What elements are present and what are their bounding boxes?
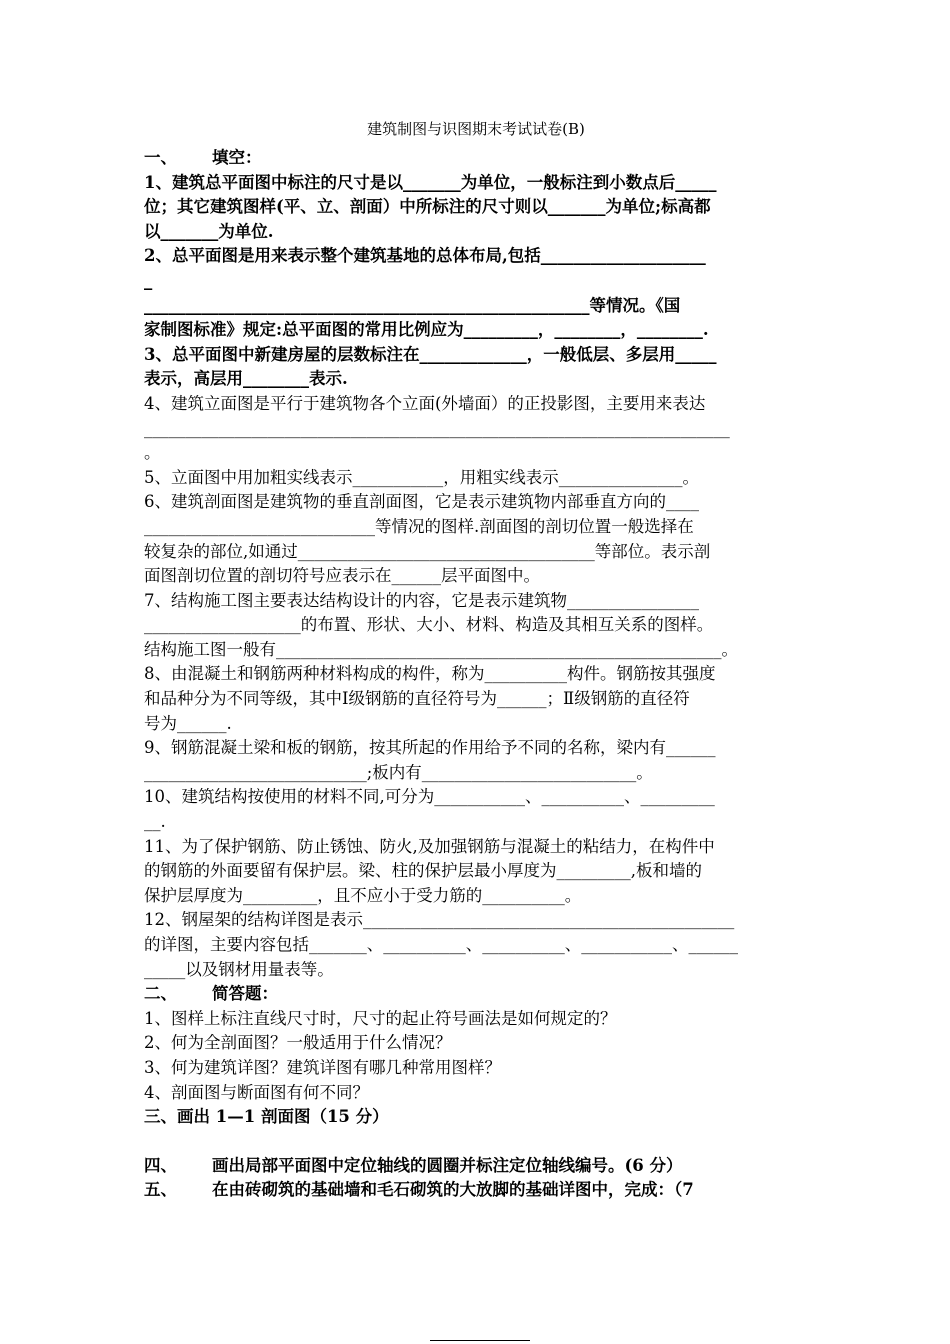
fill-blank-line: 5、立面图中用加粗实线表示___________，用粗实线表示_______________。 xyxy=(144,467,699,487)
fill-blank-line: 4、建筑立面图是平行于建筑物各个立面(外墙面）的正投影图，主要用来表达 xyxy=(144,393,706,413)
fill-blank-line: 和品种分为不同等级，其中Ⅰ级钢筋的直径符号为______；Ⅱ级钢筋的直径符 xyxy=(144,689,690,709)
question-line: 1、图样上标注直线尺寸时，尺寸的起止符号画法是如何规定的？ xyxy=(144,1008,617,1028)
fill-blank-line: 位；其它建筑图样(平、立、剖面）中所标注的尺寸则以_______为单位;标高都 xyxy=(144,197,711,217)
fill-blank-line: 的钢筋的外面要留有保护层。梁、柱的保护层最小厚度为_________,板和墙的 xyxy=(144,861,702,881)
question-line: 2、何为全剖面图？一般适用于什么情况？ xyxy=(144,1033,452,1053)
fill-blank-line: 10、建筑结构按使用的材料不同,可分为___________、__________、_________ xyxy=(144,787,715,807)
question-line: 4、剖面图与断面图有何不同？ xyxy=(144,1082,369,1102)
fill-blank-line: 以_______为单位. xyxy=(144,221,274,241)
fill-blank-line: _____以及钢材用量表等。 xyxy=(144,959,334,979)
section-2-body xyxy=(144,1007,808,1105)
fill-blank-line: 号为______. xyxy=(144,713,232,733)
section-1-number: 一、 xyxy=(144,148,177,167)
fill-blank-line: 结构施工图一般有______________________________________________________。 xyxy=(144,639,738,659)
fill-blank-line: ___________________的布置、形状、大小、材料、构造及其相互关系的图样。 xyxy=(144,615,714,635)
section-4-heading xyxy=(144,1154,808,1179)
fill-blank-line: 9、钢筋混凝土梁和板的钢筋，按其所起的作用给予不同的名称，梁内有______ xyxy=(144,738,716,758)
footer-rule xyxy=(430,1340,530,1341)
fill-blank-line: 6、建筑剖面图是建筑物的垂直剖面图，它是表示建筑物内部垂直方向的____ xyxy=(144,492,699,512)
fill-blank-line: 2、总平面图是用来表示整个建筑基地的总体布局,包括____________________ xyxy=(144,246,706,266)
section-1-body xyxy=(144,171,808,983)
fill-blank-line: 的详图，主要内容包括_______、__________、__________、___________、______ xyxy=(144,935,738,954)
fill-blank-line: 保护层厚度为_________，且不应小于受力筋的__________。 xyxy=(144,885,582,905)
exam-title: 建筑制图与识图期末考试试卷(B) xyxy=(367,120,585,138)
fill-blank-line: 面图剖切位置的剖切符号应表示在______层平面图中。 xyxy=(144,566,540,586)
fill-blank-line: ______________________________________________________等情况。《国 xyxy=(144,295,681,315)
fill-blank-line: ____________________________等情况的图样.剖面图的剖切位置一般选择在 xyxy=(144,516,694,536)
fill-blank-line: 表示，高层用________表示. xyxy=(144,369,348,389)
fill-blank-line: __. xyxy=(144,812,166,832)
exam-page xyxy=(144,118,808,1203)
fill-blank-line: _______________________________________________________________________ xyxy=(144,418,730,438)
section-4-title: 画出局部平面图中定位轴线的圆圈并标注定位轴线编号。(6 分） xyxy=(212,1155,683,1175)
section-2-title: 简答题： xyxy=(212,984,278,1004)
fill-blank-line: 8、由混凝土和钢筋两种材料构成的构件，称为__________构件。钢筋按其强度 xyxy=(144,664,716,684)
fill-blank-line: 较复杂的部位,如通过____________________________________等部位。表示剖 xyxy=(144,541,711,561)
fill-blank-line: 3、总平面图中新建房屋的层数标注在_____________，一般低层、多层用_____ xyxy=(144,344,717,364)
fill-blank-line: _ xyxy=(144,270,153,290)
fill-blank-line: 7、结构施工图主要表达结构设计的内容，它是表示建筑物________________ xyxy=(144,590,699,610)
fill-blank-line: 1、建筑总平面图中标注的尺寸是以_______为单位，一般标注到小数点后_____ xyxy=(144,172,717,192)
section-1-title: 填空： xyxy=(212,148,262,167)
fill-blank-line: 。 xyxy=(144,443,161,463)
question-line: 3、何为建筑详图？建筑详图有哪几种常用图样？ xyxy=(144,1057,501,1077)
section-2-number: 二、 xyxy=(144,984,177,1004)
blank-gap xyxy=(144,1130,808,1154)
section-3-heading: 三、画出 1—1 剖面图（15 分） xyxy=(144,1107,389,1127)
fill-blank-line: ___________________________;板内有__________________________。 xyxy=(144,762,653,782)
section-5-number: 五、 xyxy=(144,1180,177,1200)
section-1-heading xyxy=(144,146,808,171)
fill-blank-line: 家制图标准》规定:总平面图的常用比例应为_________，________，________. xyxy=(144,320,709,340)
section-4-number: 四、 xyxy=(144,1155,177,1175)
section-2-heading xyxy=(144,982,808,1007)
section-5-heading xyxy=(144,1178,808,1203)
section-5-title: 在由砖砌筑的基础墙和毛石砌筑的大放脚的基础详图中，完成：（7 xyxy=(212,1180,694,1200)
fill-blank-line: 11、为了保护钢筋、防止锈蚀、防火,及加强钢筋与混凝土的粘结力，在构件中 xyxy=(144,836,715,856)
fill-blank-line: 12、钢屋架的结构详图是表示_____________________________________________ xyxy=(144,910,735,930)
